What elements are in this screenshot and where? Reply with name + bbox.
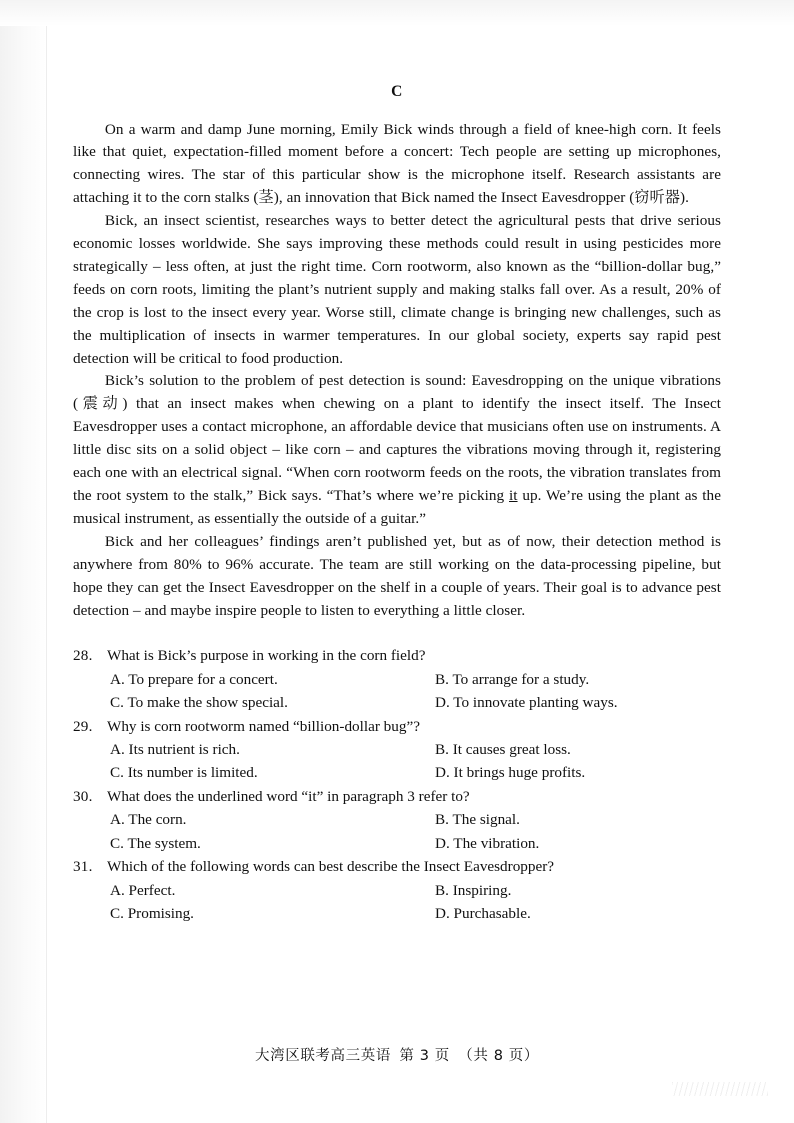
- question-29-number: 29.: [73, 717, 93, 735]
- question-31-options-row-1: [73, 879, 721, 902]
- question-28-number: 28.: [73, 647, 93, 665]
- question-30-text: What does the underlined word “it” in paragraph 3 refer to?: [107, 787, 470, 805]
- question-28-option-a[interactable]: A. To prepare for a concert.: [110, 670, 278, 688]
- question-30-options-row-2: [73, 832, 721, 855]
- questions-list: [73, 644, 721, 925]
- question-30-options-row-1: [73, 808, 721, 831]
- question-28: [73, 644, 721, 714]
- question-29-option-c[interactable]: C. Its number is limited.: [110, 764, 258, 782]
- exam-page: [73, 0, 721, 1123]
- question-28-option-d[interactable]: D. To innovate planting ways.: [435, 694, 618, 712]
- question-31-options-row-2: [73, 902, 721, 925]
- question-31-stem: [73, 855, 721, 878]
- question-28-options-row-2: [73, 691, 721, 714]
- question-30-stem: [73, 785, 721, 808]
- footer-page-label: 第 3 页: [399, 1048, 450, 1064]
- question-28-stem: [73, 644, 721, 667]
- scan-edge-line: [46, 0, 47, 1123]
- question-30-number: 30.: [73, 787, 93, 805]
- question-31: [73, 855, 721, 925]
- question-28-option-b[interactable]: B. To arrange for a study.: [435, 670, 590, 688]
- footer-exam-name: 大湾区联考高三英语: [255, 1048, 391, 1064]
- question-28-options-row-1: [73, 668, 721, 691]
- passage-paragraph-3: [73, 370, 721, 530]
- section-letter-heading: C: [391, 83, 403, 100]
- question-29-option-d[interactable]: D. It brings huge profits.: [435, 764, 586, 782]
- passage-paragraph-2: Bick, an insect scientist, researches ways to better detect the agricultural pests that drive serious economic losses worldwide. She says improving these methods could result in using pesticides more strategically – less often, at just the right time. Corn rootworm, also known as the “billion-dollar bug,” feeds on corn roots, limiting the plant’s nutrient supply and making stalks fall over. As a result, 20% of the crop is lost to the insect every year. Worse still, climate change is bringing new challenges, such as the multiplication of insects in warmer temperatures. In our global society, experts say rapid pest detection will be critical to food production.: [73, 212, 721, 367]
- page-footer: [73, 1044, 721, 1065]
- question-30-option-a[interactable]: A. The corn.: [110, 811, 187, 829]
- underlined-word-it: it: [509, 487, 518, 504]
- question-29-options-row-1: [73, 738, 721, 761]
- question-30-option-d[interactable]: D. The vibration.: [435, 834, 540, 852]
- question-28-option-c[interactable]: C. To make the show special.: [110, 694, 288, 712]
- question-29-options-row-2: [73, 761, 721, 784]
- question-30-option-c[interactable]: C. The system.: [110, 834, 201, 852]
- question-29-option-b[interactable]: B. It causes great loss.: [435, 741, 571, 759]
- scan-gutter-shading: [0, 0, 46, 1123]
- paragraph3-text-before-underline: Bick’s solution to the problem of pest detection is sound: Eavesdropping on the unique vibrations (震动) that an insect makes when chewing on a plant to identify the insect itself. The Insect Eavesdropper uses a contact microphone, an affordable device that musicians often use on instruments. A little disc sits on a solid object – like corn – and captures the vibrations moving through it, registering each one with an electrical signal. “When corn rootworm feeds on the roots, the vibration translates from the root system to the stalk,” Bick says. “That’s where we’re picking: [73, 372, 721, 504]
- question-31-option-b[interactable]: B. Inspiring.: [435, 881, 512, 899]
- passage-paragraph-4: Bick and her colleagues’ findings aren’t published yet, but as of now, their detection method is anywhere from 80% to 96% accurate. The team are still working on the data-processing pipeline, but hope they can get the Insect Eavesdropper on the shelf in a couple of years. Their goal is to advance pest detection – and maybe inspire people to listen to everything a little closer.: [73, 532, 721, 619]
- question-31-option-c[interactable]: C. Promising.: [110, 904, 194, 922]
- question-31-option-d[interactable]: D. Purchasable.: [435, 904, 531, 922]
- question-29-text: Why is corn rootworm named “billion-dollar bug”?: [107, 717, 420, 735]
- footer-total-label: （共 8 页）: [458, 1048, 539, 1064]
- question-31-option-a[interactable]: A. Perfect.: [110, 881, 176, 899]
- question-28-text: What is Bick’s purpose in working in the corn field?: [107, 647, 426, 665]
- question-29: [73, 715, 721, 785]
- passage-paragraph-1: On a warm and damp June morning, Emily Bick winds through a field of knee-high corn. It feels like that quiet, expectation-filled moment before a concert: Tech people are setting up microphones, connecting wires. The star of this particular show is the microphone itself. Research assistants are attaching it to the corn stalks (茎), an innovation that Bick named the Insect Eavesdropper (窃听器).: [73, 120, 721, 207]
- question-30-option-b[interactable]: B. The signal.: [435, 811, 520, 829]
- question-29-stem: [73, 715, 721, 738]
- question-31-number: 31.: [73, 858, 93, 876]
- question-29-option-a[interactable]: A. Its nutrient is rich.: [110, 741, 240, 759]
- question-31-text: Which of the following words can best describe the Insect Eavesdropper?: [107, 858, 555, 876]
- question-30: [73, 785, 721, 855]
- paragraph3-text-after-underline: up. We’re using the plant as the musical instrument, as essentially the outside of a guitar.”: [73, 487, 721, 527]
